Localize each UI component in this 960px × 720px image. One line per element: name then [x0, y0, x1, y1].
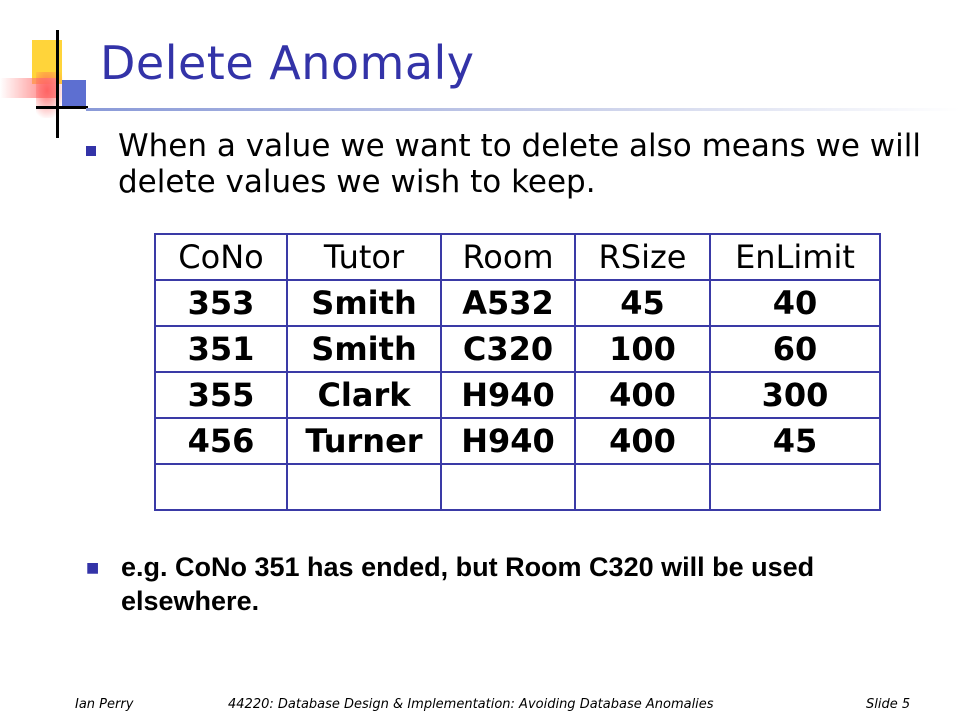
slide-title: Delete Anomaly: [100, 36, 475, 90]
table-cell: 100: [575, 326, 710, 372]
decor-horizontal-line: [36, 106, 88, 109]
table-row: [155, 280, 880, 326]
table-cell: 45: [575, 280, 710, 326]
table-cell: 300: [710, 372, 880, 418]
bullet-text-2: e.g. CoNo 351 has ended, but Room C320 will be used elsewhere.: [121, 552, 815, 616]
table-cell: H940: [441, 372, 575, 418]
table-cell: [575, 464, 710, 510]
arrow-bullet-icon: ■: [86, 560, 100, 576]
table-header: Room: [441, 234, 575, 280]
table-header-row: [155, 234, 880, 280]
table-cell: [441, 464, 575, 510]
table-header: Tutor: [287, 234, 441, 280]
table-header: EnLimit: [710, 234, 880, 280]
table-cell: [155, 464, 287, 510]
table-cell: 45: [710, 418, 880, 464]
decor-red-blob: [36, 72, 64, 118]
table-cell: 355: [155, 372, 287, 418]
footer-author: Ian Perry: [75, 697, 134, 712]
square-bullet-icon: [86, 146, 96, 156]
table-row: [155, 326, 880, 372]
table-cell: Smith: [287, 326, 441, 372]
footer-course: 44220: Database Design & Implementation: Avoiding Database Anomalies: [228, 697, 714, 712]
table-cell: 60: [710, 326, 880, 372]
decor-blue-block: [62, 80, 86, 108]
data-table: [154, 233, 881, 511]
table-header: CoNo: [155, 234, 287, 280]
footer-slide-number: Slide 5: [866, 697, 911, 712]
table-cell: [710, 464, 880, 510]
table-header: RSize: [575, 234, 710, 280]
title-underline: [86, 108, 960, 111]
decor-vertical-line: [56, 30, 59, 138]
table-cell: 40: [710, 280, 880, 326]
table-cell: 400: [575, 372, 710, 418]
table-cell: 353: [155, 280, 287, 326]
table-cell: H940: [441, 418, 575, 464]
table-cell: 456: [155, 418, 287, 464]
table-cell: Smith: [287, 280, 441, 326]
table-cell: Clark: [287, 372, 441, 418]
table-cell: C320: [441, 326, 575, 372]
table-cell: Turner: [287, 418, 441, 464]
table-cell: [287, 464, 441, 510]
bullet-text-1: When a value we want to delete also means we will delete values we wish to keep.: [118, 128, 922, 200]
table-cell: 400: [575, 418, 710, 464]
table-cell: 351: [155, 326, 287, 372]
table-cell: A532: [441, 280, 575, 326]
table-row-empty: [155, 464, 880, 510]
table-row: [155, 372, 880, 418]
table-row: [155, 418, 880, 464]
